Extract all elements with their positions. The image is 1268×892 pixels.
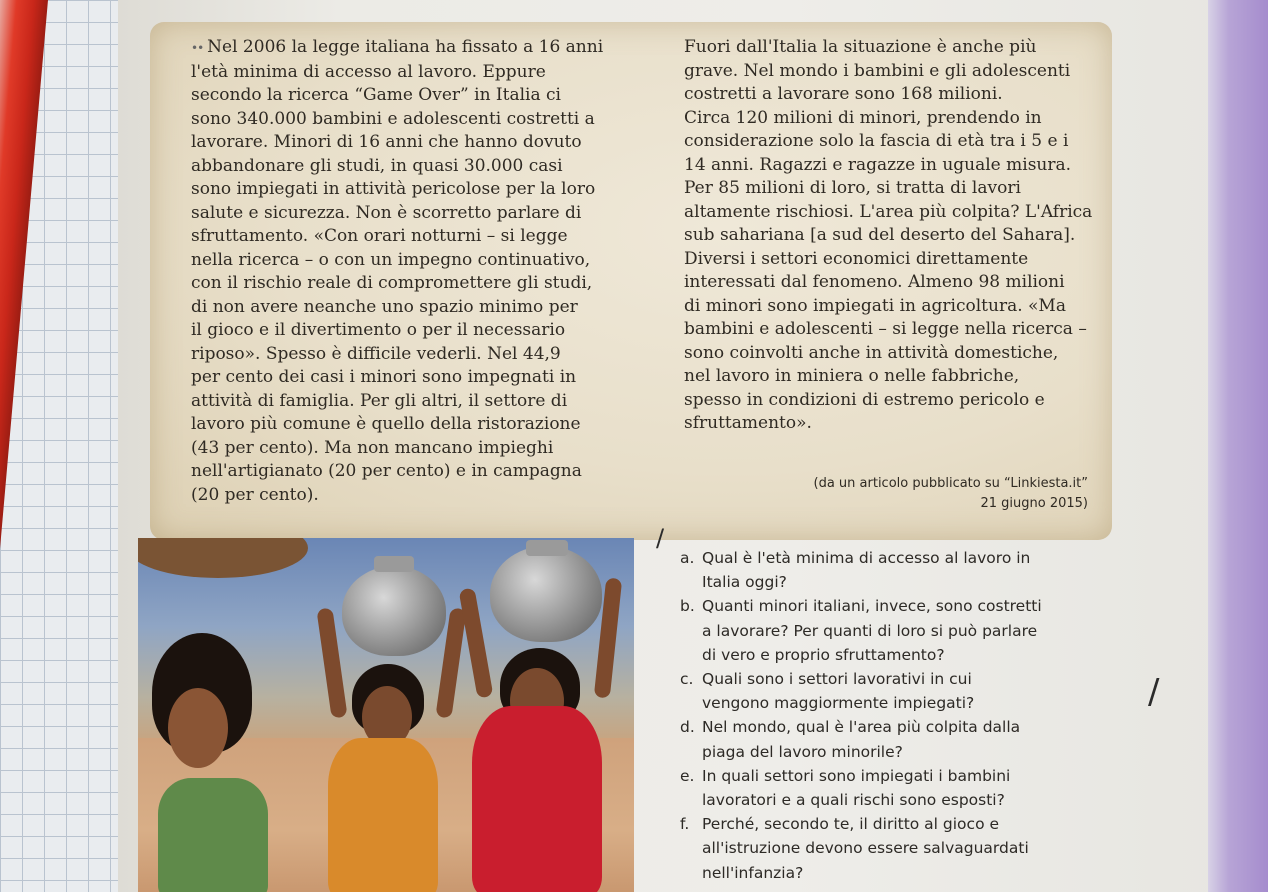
article-line <box>191 36 661 61</box>
photo-arm <box>459 587 494 698</box>
article-line: Per 85 milioni di loro, si tratta di lavori <box>684 178 1021 198</box>
article-line: sono impiegati in attività pericolose per la loro <box>191 179 596 199</box>
question-text <box>702 812 1100 885</box>
article-line: Circa 120 milioni di minori, prendendo in <box>684 107 1042 128</box>
question-text <box>702 594 1100 667</box>
article-line: sub sahariana [a sud del deserto del Sahara]. <box>684 225 1076 245</box>
question-text <box>702 667 1100 715</box>
article-line: grave. Nel mondo i bambini e gli adolescenti <box>684 60 1071 81</box>
question-letter: a. <box>680 549 695 567</box>
article-line: Diversi i settori economici direttamente <box>684 248 1029 269</box>
question-letter: f. <box>680 815 690 834</box>
question-line: nell'infanzia? <box>702 863 804 882</box>
question-item <box>680 715 1100 763</box>
question-text <box>702 715 1100 763</box>
question-line: Perché, secondo te, il diritto al gioco e <box>702 815 1000 834</box>
article-line: sfruttamento». <box>684 413 812 433</box>
article-text: Nel 2006 la legge italiana ha fissato a 16 anni <box>207 37 604 57</box>
article-line: costretti a lavorare sono 168 milioni. <box>684 84 1003 104</box>
article-line: con il rischio reale di compromettere gli studi, <box>191 273 593 293</box>
article-line: considerazione solo la fascia di età tra i 5 e i <box>684 131 1069 151</box>
article-line: lavorare. Minori di 16 anni che hanno dovuto <box>191 132 582 152</box>
article-line: (43 per cento). Ma non mancano impieghi <box>191 437 554 458</box>
handwritten-pen-mark: / <box>656 524 665 552</box>
photo-pot-neck <box>526 540 568 556</box>
article-line: nell'artigianato (20 per cento) e in campagna <box>191 461 582 481</box>
question-line: a lavorare? Per quanti di loro si può parlare <box>702 621 1038 640</box>
question-line: vengono maggiormente impiegati? <box>702 694 975 713</box>
article-line: (20 per cento). <box>191 484 319 505</box>
article-line: lavoro più comune è quello della ristorazione <box>191 414 581 434</box>
photo-water-pot <box>342 566 446 656</box>
photo-hat-shape <box>138 538 308 578</box>
question-line: piaga del lavoro minorile? <box>702 742 903 761</box>
question-letter: e. <box>680 766 695 785</box>
article-line: di non avere neanche uno spazio minimo per <box>191 296 578 317</box>
article-line: secondo la ricerca “Game Over” in Italia ci <box>191 85 561 105</box>
article-line: abbandonare gli studi, in quasi 30.000 casi <box>191 155 563 176</box>
photo-girl-face <box>168 688 228 768</box>
article-line: altamente rischiosi. L'area più colpita? L'Africa <box>684 201 1093 222</box>
article-line: il gioco e il divertimento o per il necessario <box>191 320 566 340</box>
question-item <box>680 812 1100 885</box>
photo-girls-carrying-water-pots <box>138 538 634 892</box>
article-line: nel lavoro in miniera o nelle fabbriche, <box>684 366 1020 386</box>
article-line: nella ricerca – o con un impegno continuativo, <box>191 249 591 270</box>
article-line: Fuori dall'Italia la situazione è anche più <box>684 37 1037 57</box>
question-letter: d. <box>680 718 695 737</box>
article-line: riposo». Spesso è difficile vederli. Nel 44,9 <box>191 343 561 364</box>
question-line: Italia oggi? <box>702 573 787 592</box>
purple-page-edge <box>1208 0 1268 892</box>
source-date: 21 giugno 2015) <box>980 496 1088 511</box>
question-line: Qual è l'età minima di accesso al lavoro in <box>702 549 1031 567</box>
question-line: In quali settori sono impiegati i bambini <box>702 766 1011 785</box>
question-line: Quanti minori italiani, invece, sono costretti <box>702 597 1042 616</box>
article-source <box>814 474 1089 514</box>
question-line: lavoratori e a quali rischi sono esposti? <box>702 791 1005 810</box>
photo-girl-dress <box>472 706 602 892</box>
article-line: attività di famiglia. Per gli altri, il settore di <box>191 390 568 411</box>
handwritten-pen-mark: / <box>1148 672 1160 712</box>
question-line: di vero e proprio sfruttamento? <box>702 645 945 664</box>
article-line: di minori sono impiegati in agricoltura. «Ma <box>684 295 1066 316</box>
photo-pot-neck <box>374 556 414 572</box>
article-line: bambini e adolescenti – si legge nella ricerca – <box>684 319 1087 339</box>
questions-list <box>680 546 1100 885</box>
article-line: sono coinvolti anche in attività domestiche, <box>684 342 1059 363</box>
article-left-column <box>191 36 661 507</box>
photo-water-pot <box>490 546 602 642</box>
question-line: all'istruzione devono essere salvaguardati <box>702 839 1029 858</box>
article-line: sono 340.000 bambini e adolescenti costretti a <box>191 108 595 129</box>
article-line: sfruttamento. «Con orari notturni – si legge <box>191 226 568 246</box>
question-letter: b. <box>680 597 695 616</box>
paragraph-marker-icon: •• <box>191 41 204 55</box>
photo-girl-dress <box>328 738 438 892</box>
article-line: per cento dei casi i minori sono impegnati in <box>191 367 577 387</box>
question-line: Nel mondo, qual è l'area più colpita dalla <box>702 718 1021 737</box>
question-text <box>702 764 1100 812</box>
question-line: Quali sono i settori lavorativi in cui <box>702 670 972 689</box>
article-line: salute e sicurezza. Non è scorretto parlare di <box>191 202 582 223</box>
question-letter: c. <box>680 670 694 689</box>
source-line: (da un articolo pubblicato su “Linkiesta.it” <box>813 476 1088 491</box>
article-line: interessati dal fenomeno. Almeno 98 milioni <box>684 272 1065 292</box>
photo-girl-dress <box>158 778 268 892</box>
question-item <box>680 546 1100 594</box>
article-line: spesso in condizioni di estremo pericolo e <box>684 389 1045 410</box>
question-item <box>680 764 1100 812</box>
article-right-column <box>684 36 1094 436</box>
article-line: 14 anni. Ragazzi e ragazze in uguale misura. <box>684 154 1072 175</box>
question-text <box>702 546 1100 594</box>
article-panel <box>150 22 1112 540</box>
article-line: l'età minima di accesso al lavoro. Eppure <box>191 61 546 82</box>
question-item <box>680 594 1100 667</box>
question-item <box>680 667 1100 715</box>
